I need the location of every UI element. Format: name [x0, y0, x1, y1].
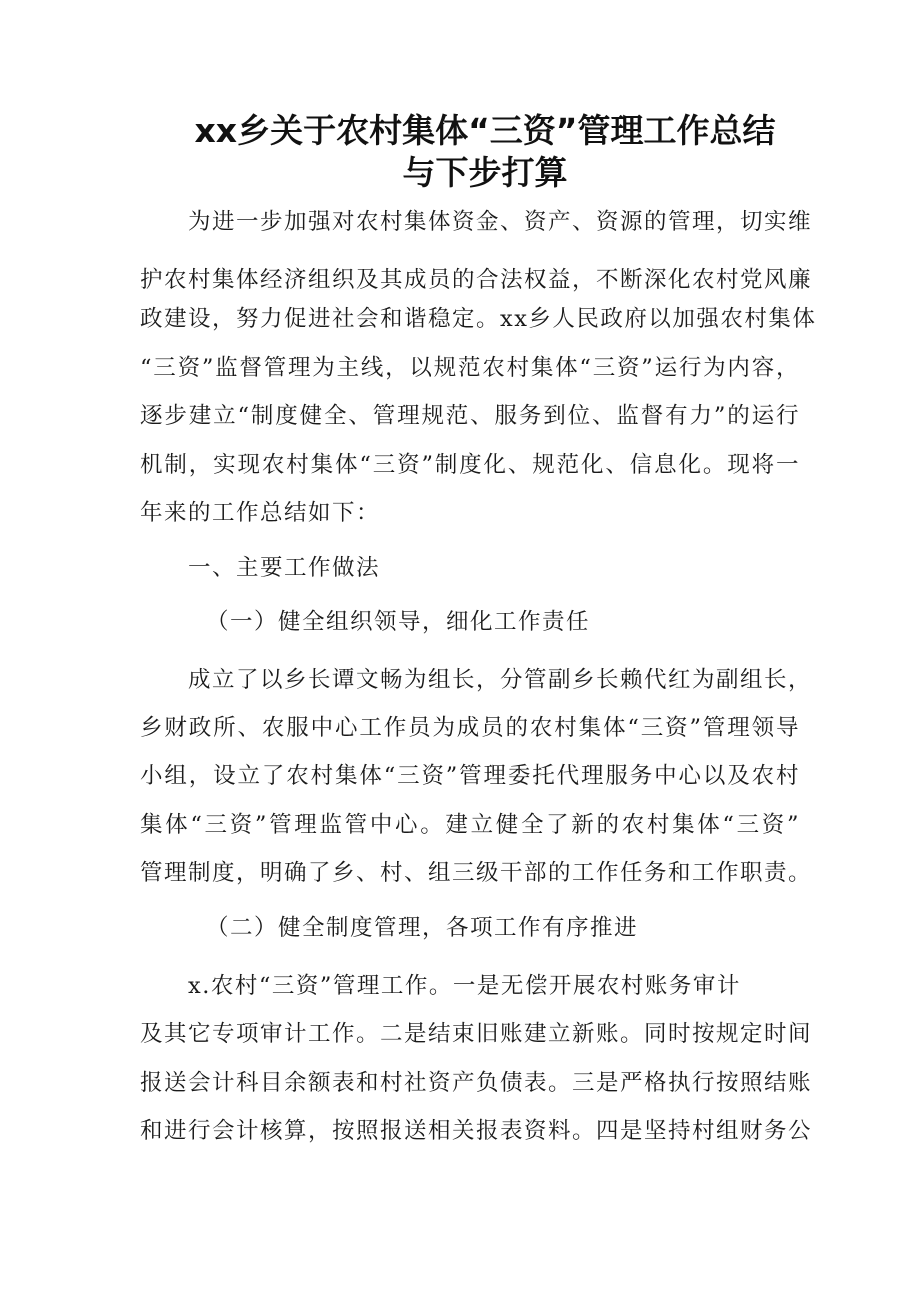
- paragraph-line: 为进一步加强对农村集体资金、资产、资源的管理，切实维: [188, 209, 813, 235]
- subsection-heading: （一）健全组织领导，细化工作责任: [206, 609, 591, 635]
- paragraph-line: 报送会计科目余额表和村社资产负债表。三是严格执行按照结账: [140, 1070, 813, 1096]
- paragraph-line: 管理制度，明确了乡、村、组三级干部的工作任务和工作职责。: [140, 860, 813, 886]
- paragraph-line: 年来的工作总结如下：: [140, 500, 381, 526]
- section-heading: 一、主要工作做法: [188, 555, 381, 581]
- paragraph-line: 小组，设立了农村集体“三资”管理委托代理服务中心以及农村: [140, 763, 800, 789]
- paragraph-line: 和进行会计核算，按照报送相关报表资料。四是坚持村组财务公: [140, 1118, 813, 1144]
- paragraph-line: 政建设，努力促进社会和谐稳定。xx乡人民政府以加强农村集体: [140, 306, 817, 332]
- paragraph-line: 成立了以乡长谭文畅为组长，分管副乡长赖代红为副组长，: [188, 667, 813, 693]
- paragraph-line: 集体“三资”管理监管中心。建立健全了新的农村集体“三资”: [140, 812, 800, 838]
- document-title-line-1: xx乡关于农村集体“三资”管理工作总结: [194, 111, 776, 150]
- document-title-line-2: 与下步打算: [402, 153, 568, 192]
- paragraph-line: x.农村“三资”管理工作。一是无偿开展农村账务审计: [188, 973, 741, 999]
- paragraph-line: 逐步建立“制度健全、管理规范、服务到位、监督有力”的运行: [140, 403, 800, 429]
- paragraph-line: 及其它专项审计工作。二是结束旧账建立新账。同时按规定时间: [140, 1021, 813, 1047]
- paragraph-line: 乡财政所、农服中心工作员为成员的农村集体“三资”管理领导: [140, 715, 800, 741]
- paragraph-line: “三资”监督管理为主线，以规范农村集体“三资”运行为内容，: [140, 355, 800, 381]
- subsection-heading: （二）健全制度管理，各项工作有序推进: [206, 915, 639, 941]
- paragraph-line: 护农村集体经济组织及其成员的合法权益，不断深化农村党风廉: [140, 267, 813, 293]
- paragraph-line: 机制，实现农村集体“三资”制度化、规范化、信息化。现将一: [140, 452, 800, 478]
